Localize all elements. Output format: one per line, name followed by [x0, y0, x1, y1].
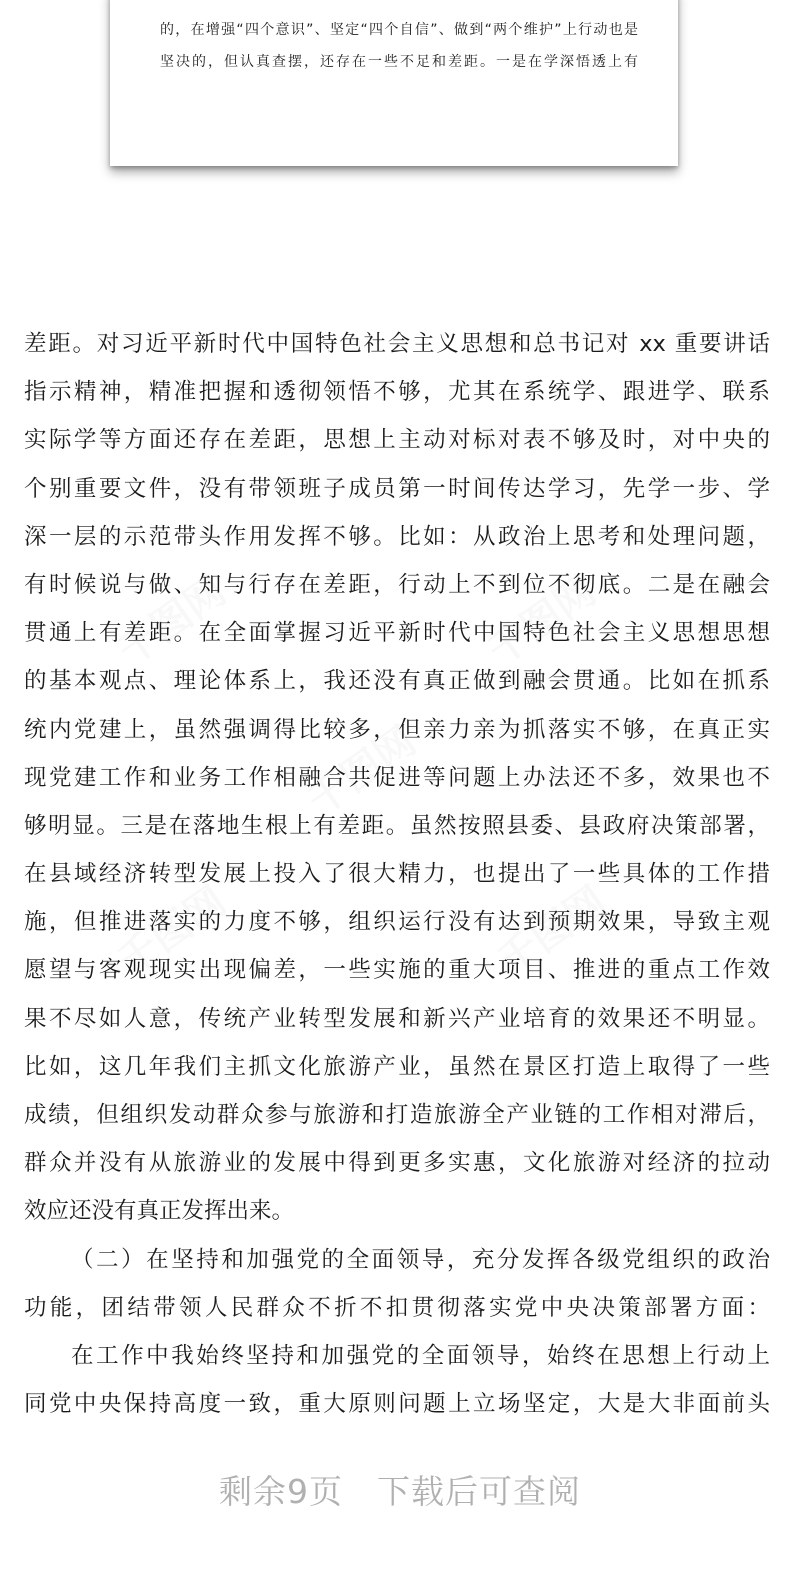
body-line: 有时候说与做、知与行存在差距，行动上不到位不彻底。二是在融会 — [24, 571, 770, 598]
section-heading-line: 功能，团结带领人民群众不折不扣贯彻落实党中央决策部署方面： — [24, 1294, 770, 1321]
watermark: 千图网 — [109, 568, 235, 675]
body-line: 现党建工作和业务工作相融合共促进等问题上办法还不多，效果也不 — [24, 764, 770, 791]
preview-line-1: 的，在增强“四个意识”、坚定“四个自信”、做到“两个维护”上行动也是 — [160, 22, 638, 38]
body-line: 效应还没有真正发挥出来。 — [24, 1198, 295, 1225]
body-line: 施，但推进落实的力度不够，组织运行没有达到预期效果，导致主观 — [24, 909, 770, 936]
watermark: 千图网 — [489, 878, 615, 985]
watermark: 千图网 — [479, 568, 605, 675]
watermark: 千图网 — [299, 718, 425, 825]
body-line: 在县域经济转型发展上投入了很大精力，也提出了一些具体的工作措 — [24, 861, 770, 888]
body-line: 的基本观点、理论体系上，我还没有真正做到融会贯通。比如在抓系 — [24, 668, 770, 695]
page-preview-card — [110, 0, 678, 166]
body-line: 贯通上有差距。在全面掌握习近平新时代中国特色社会主义思想思想 — [24, 620, 770, 647]
watermark: 千图网 — [109, 878, 235, 985]
remaining-pages-label: 剩余9页 — [219, 1472, 343, 1511]
body-line: 在工作中我始终坚持和加强党的全面领导，始终在思想上行动上 — [71, 1342, 770, 1369]
body-line: 成绩，但组织发动群众参与旅游和打造旅游全产业链的工作相对滞后， — [24, 1102, 770, 1128]
body-line: 实际学等方面还存在差距，思想上主动对标对表不够及时，对中央的 — [24, 427, 770, 454]
body-line: 差距。对习近平新时代中国特色社会主义思想和总书记对 xx 重要讲话 — [24, 331, 770, 357]
preview-line-2: 坚决的，但认真查摆，还存在一些不足和差距。一是在学深悟透上有 — [160, 54, 638, 70]
section-heading-line: （二）在坚持和加强党的全面领导，充分发挥各级党组织的政治 — [71, 1246, 770, 1273]
download-prompt[interactable] — [0, 1466, 800, 1513]
body-line: 同党中央保持高度一致，重大原则问题上立场坚定，大是大非面前头 — [24, 1391, 770, 1418]
body-line: 个别重要文件，没有带领班子成员第一时间传达学习，先学一步、学 — [24, 475, 770, 502]
body-line: 统内党建上，虽然强调得比较多，但亲力亲为抓落实不够，在真正实 — [24, 716, 770, 743]
document-body — [24, 320, 770, 1428]
body-line: 深一层的示范带头作用发挥不够。比如：从政治上思考和处理问题， — [24, 523, 770, 550]
body-line: 愿望与客观现实出现偏差，一些实施的重大项目、推进的重点工作效 — [24, 957, 770, 984]
body-line: 比如，这几年我们主抓文化旅游产业，虽然在景区打造上取得了一些 — [24, 1053, 770, 1080]
body-line: 群众并没有从旅游业的发展中得到更多实惠，文化旅游对经济的拉动 — [24, 1150, 770, 1177]
body-line: 指示精神，精准把握和透彻领悟不够，尤其在系统学、跟进学、联系 — [24, 379, 770, 406]
body-line: 果不尽如人意，传统产业转型发展和新兴产业培育的效果还不明显。 — [24, 1005, 770, 1032]
download-to-read-label: 下载后可查阅 — [377, 1472, 581, 1511]
body-line: 够明显。三是在落地生根上有差距。虽然按照县委、县政府决策部署， — [24, 812, 770, 839]
